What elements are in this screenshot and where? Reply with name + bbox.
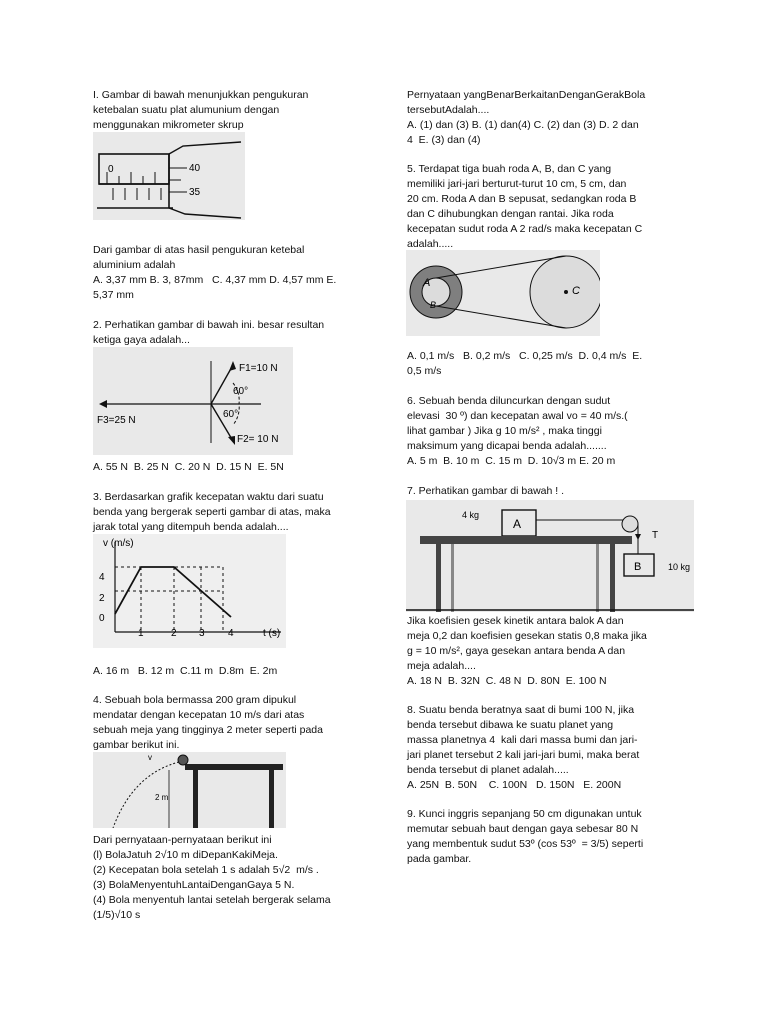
ball-table-svg (93, 752, 286, 828)
force-f3-label: F3=25 N (97, 415, 136, 426)
q9-text: 9. Kunci inggris sepanjang 50 cm digunakan untuk memutar sebuah baut dengan gaya sebesar 80 N yang membentuk sudut 53º (cos 53º = 3/5) seperti pada gambar. (407, 808, 644, 865)
q3-options: A. 16 m B. 12 m C.11 m D.8m E. 2m (93, 665, 278, 677)
block-b-label: B (634, 561, 642, 573)
q4-continued-text: Pernyataan yangBenarBerkaitanDenganGerakBola tersebutAdalah.... A. (1) dan (3) B. (1) dan(4) C. (2) dan (3) D. 2 dan 4 E. (3) dan (4) (407, 89, 646, 146)
velocity-label: v (148, 753, 152, 762)
velocity-graph-svg (93, 534, 286, 648)
q7-question: Jika koefisien gesek kinetik antara balok A dan meja 0,2 dan koefisien gesekan statis 0,8 maka jika g = 10 m/s², gaya gesekan antara benda A dan meja adalah.... A. 18 N B. 32N C. 48 N D. 80N E. 100 N (407, 615, 647, 687)
graph-y-label: v (m/s) (103, 538, 134, 549)
q8-text: 8. Suatu benda beratnya saat di bumi 100 N, jika benda tersebut dibawa ke suatu planet yang massa planetnya 4 kali dari massa bumi dan jari- jari planet tersebut 2 kali jari-jari bumi, maka berat benda tersebut di planet adalah..... A. 25N B. 50N C. 100N D. 150N E. 200N (407, 704, 640, 791)
wheels-svg (406, 250, 600, 336)
graph-ytick-0: 0 (99, 613, 105, 624)
pulley-figure (406, 500, 694, 612)
wheel-c-label: C (572, 285, 580, 297)
q4-statements: Dari pernyataan-pernyataan berikut ini (l) BolaJatuh 2√10 m diDepanKakiMeja. (2) Kecepatan bola setelah 1 s adalah 5√2 m/s . (3) BolaMenyentuhLantaiDenganGaya 5 N. (4) Bola menyentuh lantai setelah bergerak selama (1/5)√10 s (93, 834, 331, 921)
angle-2-label: 60° (223, 409, 239, 420)
angle-1-label: 60° (233, 386, 249, 397)
micrometer-tick-35: 35 (189, 187, 201, 198)
q5-text: 5. Terdapat tiga buah roda A, B, dan C yang memiliki jari-jari berturut-turut 10 cm, 5 cm, dan 20 cm. Roda A dan B sepusat, sedangkan roda B dan C dihubungkan dengan rantai. Jika roda kecepatan sudut roda A 2 rad/s maka kecepatan C adalah..... (407, 163, 643, 250)
q4-text: 4. Sebuah bola bermassa 200 gram dipukul mendatar dengan kecepatan 10 m/s dari atas sebuah meja yang tingginya 2 meter seperti pada gambar berikut ini. (93, 694, 323, 751)
tension-label: T (652, 530, 659, 541)
q1-text: I. Gambar di bawah menunjukkan pengukuran ketebalan suatu plat alumunium dengan menggunakan mikrometer skrup (93, 89, 309, 131)
velocity-graph (93, 534, 286, 648)
graph-xtick-4: 4 (228, 628, 234, 639)
q7-text: 7. Perhatikan gambar di bawah ! . (407, 485, 565, 497)
graph-ytick-4: 4 (99, 572, 105, 583)
graph-xtick-3: 3 (199, 628, 205, 639)
force-f2-label: F2= 10 N (237, 434, 279, 445)
graph-x-label: t (s) (263, 628, 281, 639)
mass-b-label: 10 kg (668, 562, 691, 572)
force-svg (93, 347, 293, 455)
micrometer-svg (93, 132, 245, 220)
ball-table-figure (93, 752, 286, 828)
q2-options: A. 55 N B. 25 N C. 20 N D. 15 N E. 5N (93, 461, 284, 473)
force-f1-label: F1=10 N (239, 363, 278, 374)
force-figure (93, 347, 293, 455)
q3-text: 3. Berdasarkan grafik kecepatan waktu dari suatu benda yang bergerak seperti gambar di atas, maka jarak total yang ditempuh benda adalah.... (93, 491, 331, 533)
q1-answer-text: Dari gambar di atas hasil pengukuran ketebal aluminium adalah A. 3,37 mm B. 3, 87mm C. 4,37 mm D. 4,57 mm E. 5,37 mm (93, 244, 337, 301)
q6-text: 6. Sebuah benda diluncurkan dengan sudut elevasi 30 º) dan kecepatan awal vo = 40 m/s.( lihat gambar ) Jika g 10 m/s² , maka tinggi maksimum yang dicapai benda adalah....... A. 5 m B. 10 m C. 15 m D. 10√3 m E. 20 m (407, 395, 628, 467)
micrometer-tick-0: 0 (108, 164, 114, 175)
graph-xtick-1: 1 (138, 628, 144, 639)
q5-options: A. 0,1 m/s B. 0,2 m/s C. 0,25 m/s D. 0,4 m/s E. 0,5 m/s (407, 350, 643, 377)
mass-a-label: 4 kg (462, 510, 480, 520)
block-a-label: A (513, 517, 522, 531)
micrometer-tick-40: 40 (189, 163, 201, 174)
graph-ytick-2: 2 (99, 593, 105, 604)
height-label: 2 m (155, 793, 169, 802)
wheel-b-label: B (430, 300, 437, 310)
micrometer-figure (93, 132, 245, 220)
graph-xtick-2: 2 (171, 628, 177, 639)
q2-text: 2. Perhatikan gambar di bawah ini. besar resultan ketiga gaya adalah... (93, 319, 325, 346)
pulley-svg (406, 500, 694, 612)
wheels-figure (406, 250, 600, 336)
wheel-a-label: A (423, 277, 431, 289)
